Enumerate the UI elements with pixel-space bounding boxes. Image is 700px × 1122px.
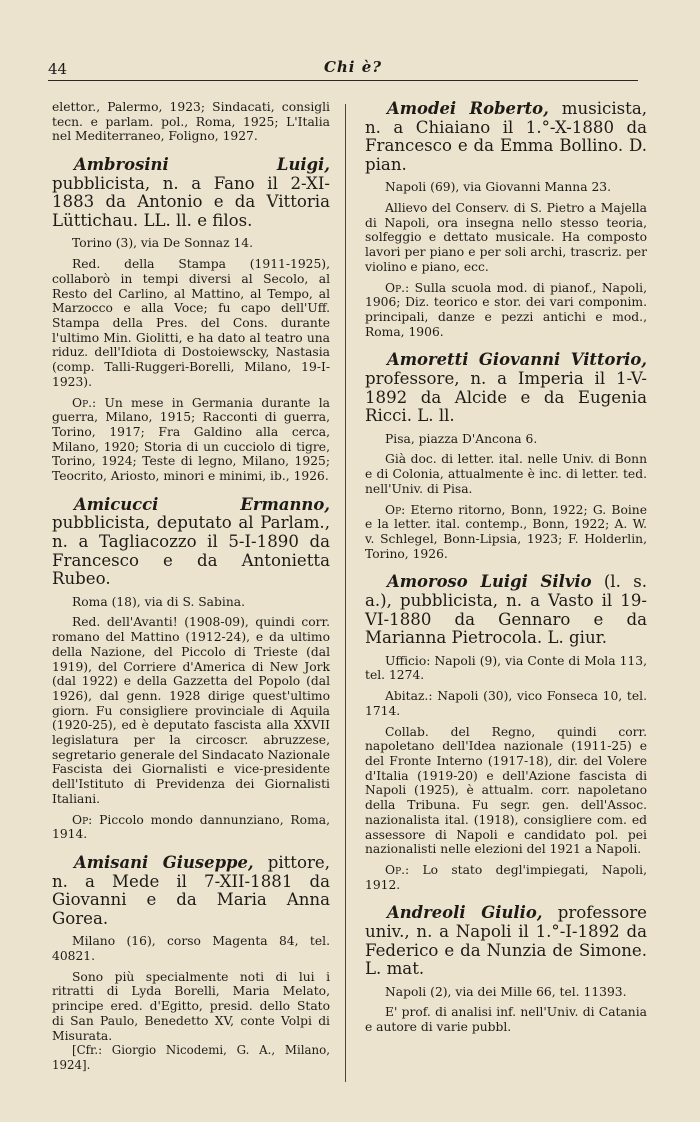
entry-address: Torino (3), via De Sonnaz 14. xyxy=(72,236,254,251)
entry-andreoli xyxy=(365,904,647,1034)
entry-home-address: Abitaz.: Napoli (30), vico Fonseca 10, tel. 1714. xyxy=(365,689,647,718)
entry-amicucci xyxy=(52,496,330,842)
entry-heading xyxy=(365,351,647,425)
entry-heading xyxy=(365,100,647,174)
works-text: Sulla scuola mod. di pianof., Napoli, 1906; Diz. teorico e stor. dei vari componim. principali, danze e pezzi antichi e mod., Roma, 1906. xyxy=(365,280,647,339)
entry-works xyxy=(365,281,647,340)
entry-intro: pubblicista, n. a Fano il 2-XI-1883 da Antonio e da Vittoria Lüttichau. LL. ll. e filos. xyxy=(52,173,330,230)
entry-name: Amisani Giuseppe, xyxy=(74,852,254,872)
entry-intro: professore, n. a Imperia il 1-V-1892 da Alcide e da Eugenia Ricci. L. ll. xyxy=(365,369,647,426)
works-text: Lo stato degl'impiegati, Napoli, 1912. xyxy=(365,862,647,892)
entry-bio: Già doc. di letter. ital. nelle Univ. di Bonn e di Colonia, attualmente è inc. di letter. ted. nell'Univ. di Pisa. xyxy=(365,452,647,496)
entry-heading xyxy=(52,496,330,589)
entry-bio: Allievo del Conserv. di S. Pietro a Majella di Napoli, ora insegna nello stesso teoria, solfeggio e dettato musicale. Ha composto lavori per piano e per soli archi, trascriz. per violino e piano, ecc. xyxy=(365,201,647,274)
entry-amodei xyxy=(365,100,647,339)
entry-bio: Red. della Stampa (1911-1925), collaborò in tempi diversi al Secolo, al Resto del Carlino, al Mattino, al Tempo, al Marzocco e alla Voce; fu capo dell'Uff. Stampa della Pres. del Cons. durante l'ultimo Min. Giolitti, e ha dato al teatro una riduz. dell'Idiota di Dostoiewscky, Nastasia (comp. Talli-Ruggeri-Borelli, Milano, 19-I-1923). xyxy=(52,257,330,389)
entry-address: Milano (16), corso Magenta 84, tel. 40821. xyxy=(52,934,330,964)
works-text: Eterno ritorno, Bonn, 1922; G. Boine e la letter. ital. contemp., Bonn, 1922; A. W. v. Schlegel, Bonn-Lipsia, 1923; F. Holderlin, Torino, 1926. xyxy=(365,502,647,561)
entry-heading xyxy=(52,156,330,230)
left-column xyxy=(52,100,330,1084)
entry-bio: E' prof. di analisi inf. nell'Univ. di Catania e autore di varie pubbl. xyxy=(365,1005,647,1035)
works-label: Op.: xyxy=(385,280,410,295)
entry-address: Pisa, piazza D'Ancona 6. xyxy=(385,431,538,446)
header-rule xyxy=(48,80,638,81)
entry-bio: Collab. del Regno, quindi corr. napoletano dell'Idea nazionale (1911-25) e del Fronte Interno (1917-18), dir. del Volere d'Italia (1919-20) e dell'Azione fascista di Napoli (1925), è attualm. corr. napoletano della Tribuna. Fu segr. gen. dell'Assoc. nazionalista ital. (1918), consigliere com. ed assessore di Napoli e candidato pol. pei nazionalisti nelle elezioni del 1921 a Napoli. xyxy=(365,724,647,857)
entry-name: Andreoli Giulio, xyxy=(387,903,543,923)
entry-amisani xyxy=(52,854,330,1072)
entry-address: Napoli (69), via Giovanni Manna 23. xyxy=(385,180,611,195)
right-column xyxy=(365,100,647,1047)
works-text: Un mese in Germania durante la guerra, Milano, 1915; Racconti di guerra, Torino, 1917; Fra Galdino alla cerca, Milano, 1920; Storia di un cucciolo di tigre, Torino, 1924; Teste di legno, Milano, 1925; Teocrito, Ariosto, minori e minimi, ib., 1926. xyxy=(52,395,330,484)
entry-reference: [Cfr.: Giorgio Nicodemi, G. A., Milano, 1924]. xyxy=(52,1043,330,1072)
works-label: Op: xyxy=(385,502,406,517)
entry-works xyxy=(365,503,647,562)
entry-ambrosini xyxy=(52,156,330,484)
entry-heading xyxy=(52,854,330,928)
page-number: 44 xyxy=(48,60,68,78)
entry-works xyxy=(52,813,330,842)
entry-intro: pubblicista, deputato al Parlam., n. a Tagliacozzo il 5-I-1890 da Francesco e da Antonietta Rubeo. xyxy=(52,513,330,589)
entry-amoretti xyxy=(365,351,647,561)
entry-works xyxy=(365,863,647,892)
entry-intro: (l. s. a.), pubblicista, n. a Vasto il 19-VI-1880 da Gennaro e da Marianna Pietrocola. L. giur. xyxy=(365,572,647,648)
entry-intro: professore univ., n. a Napoli il 1.°-I-1892 da Federico e da Nunzia de Simone. L. mat. xyxy=(365,903,648,979)
entry-address: Napoli (2), via dei Mille 66, tel. 11393. xyxy=(385,984,627,999)
entry-name: Amodei Roberto, xyxy=(387,99,549,118)
entry-office-address: Ufficio: Napoli (9), via Conte di Mola 113, tel. 1274. xyxy=(365,653,647,683)
entry-intro: musicista, n. a Chiaiano il 1.°-X-1880 da Francesco e da Emma Bollino. D. pian. xyxy=(365,99,647,174)
column-divider xyxy=(345,104,346,1082)
entry-heading xyxy=(365,573,647,647)
page-header xyxy=(48,56,638,78)
works-label: Op.: xyxy=(385,862,410,877)
works-label: Op.: xyxy=(72,395,97,410)
entry-name: Amoretti Giovanni Vittorio, xyxy=(387,350,647,370)
entry-address: Roma (18), via di S. Sabina. xyxy=(72,594,245,609)
works-label: Op: xyxy=(72,812,93,827)
entry-intro: pittore, n. a Mede il 7-XII-1881 da Giovanni e da Maria Anna Gorea. xyxy=(52,852,330,928)
entry-name: Amoroso Luigi Silvio xyxy=(387,572,592,592)
continued-text: elettor., Palermo, 1923; Sindacati, consigli tecn. e parlam. pol., Roma, 1925; L'Italia nel Mediterraneo, Foligno, 1927. xyxy=(52,100,330,144)
entry-heading xyxy=(365,904,647,978)
works-text: Piccolo mondo dannunziano, Roma, 1914. xyxy=(52,812,330,842)
entry-amoroso xyxy=(365,573,647,892)
entry-bio: Sono più specialmente noti di lui i ritratti di Lyda Borelli, Maria Melato, principe ered. d'Egitto, presid. dello Stato di San Paulo, Benedetto XV, conte Volpi di Misurata. xyxy=(52,969,330,1043)
entry-bio: Red. dell'Avanti! (1908-09), quindi corr. romano del Mattino (1912-24), e da ultimo della Nazione, del Piccolo di Trieste (dal 1919), del Corriere d'America di New Jork (dal 1922) e della Gazzetta del Popolo (dal 1926), dal genn. 1928 dirige quest'ultimo giorn. Fu consigliere provinciale di Aquila (1920-25), ed è deputato fascista alla XXVII legislatura per la circoscr. abruzzese, segretario generale del Sindacato Nazionale Fascista dei Giornalisti e vice-presidente dell'Istituto di Previdenza dei Giornalisti Italiani. xyxy=(52,615,330,806)
entry-works xyxy=(52,396,330,484)
entry-name: Ambrosini Luigi, xyxy=(74,155,330,175)
entry-name: Amicucci Ermanno, xyxy=(74,494,330,514)
running-title: Chi è? xyxy=(323,58,383,76)
